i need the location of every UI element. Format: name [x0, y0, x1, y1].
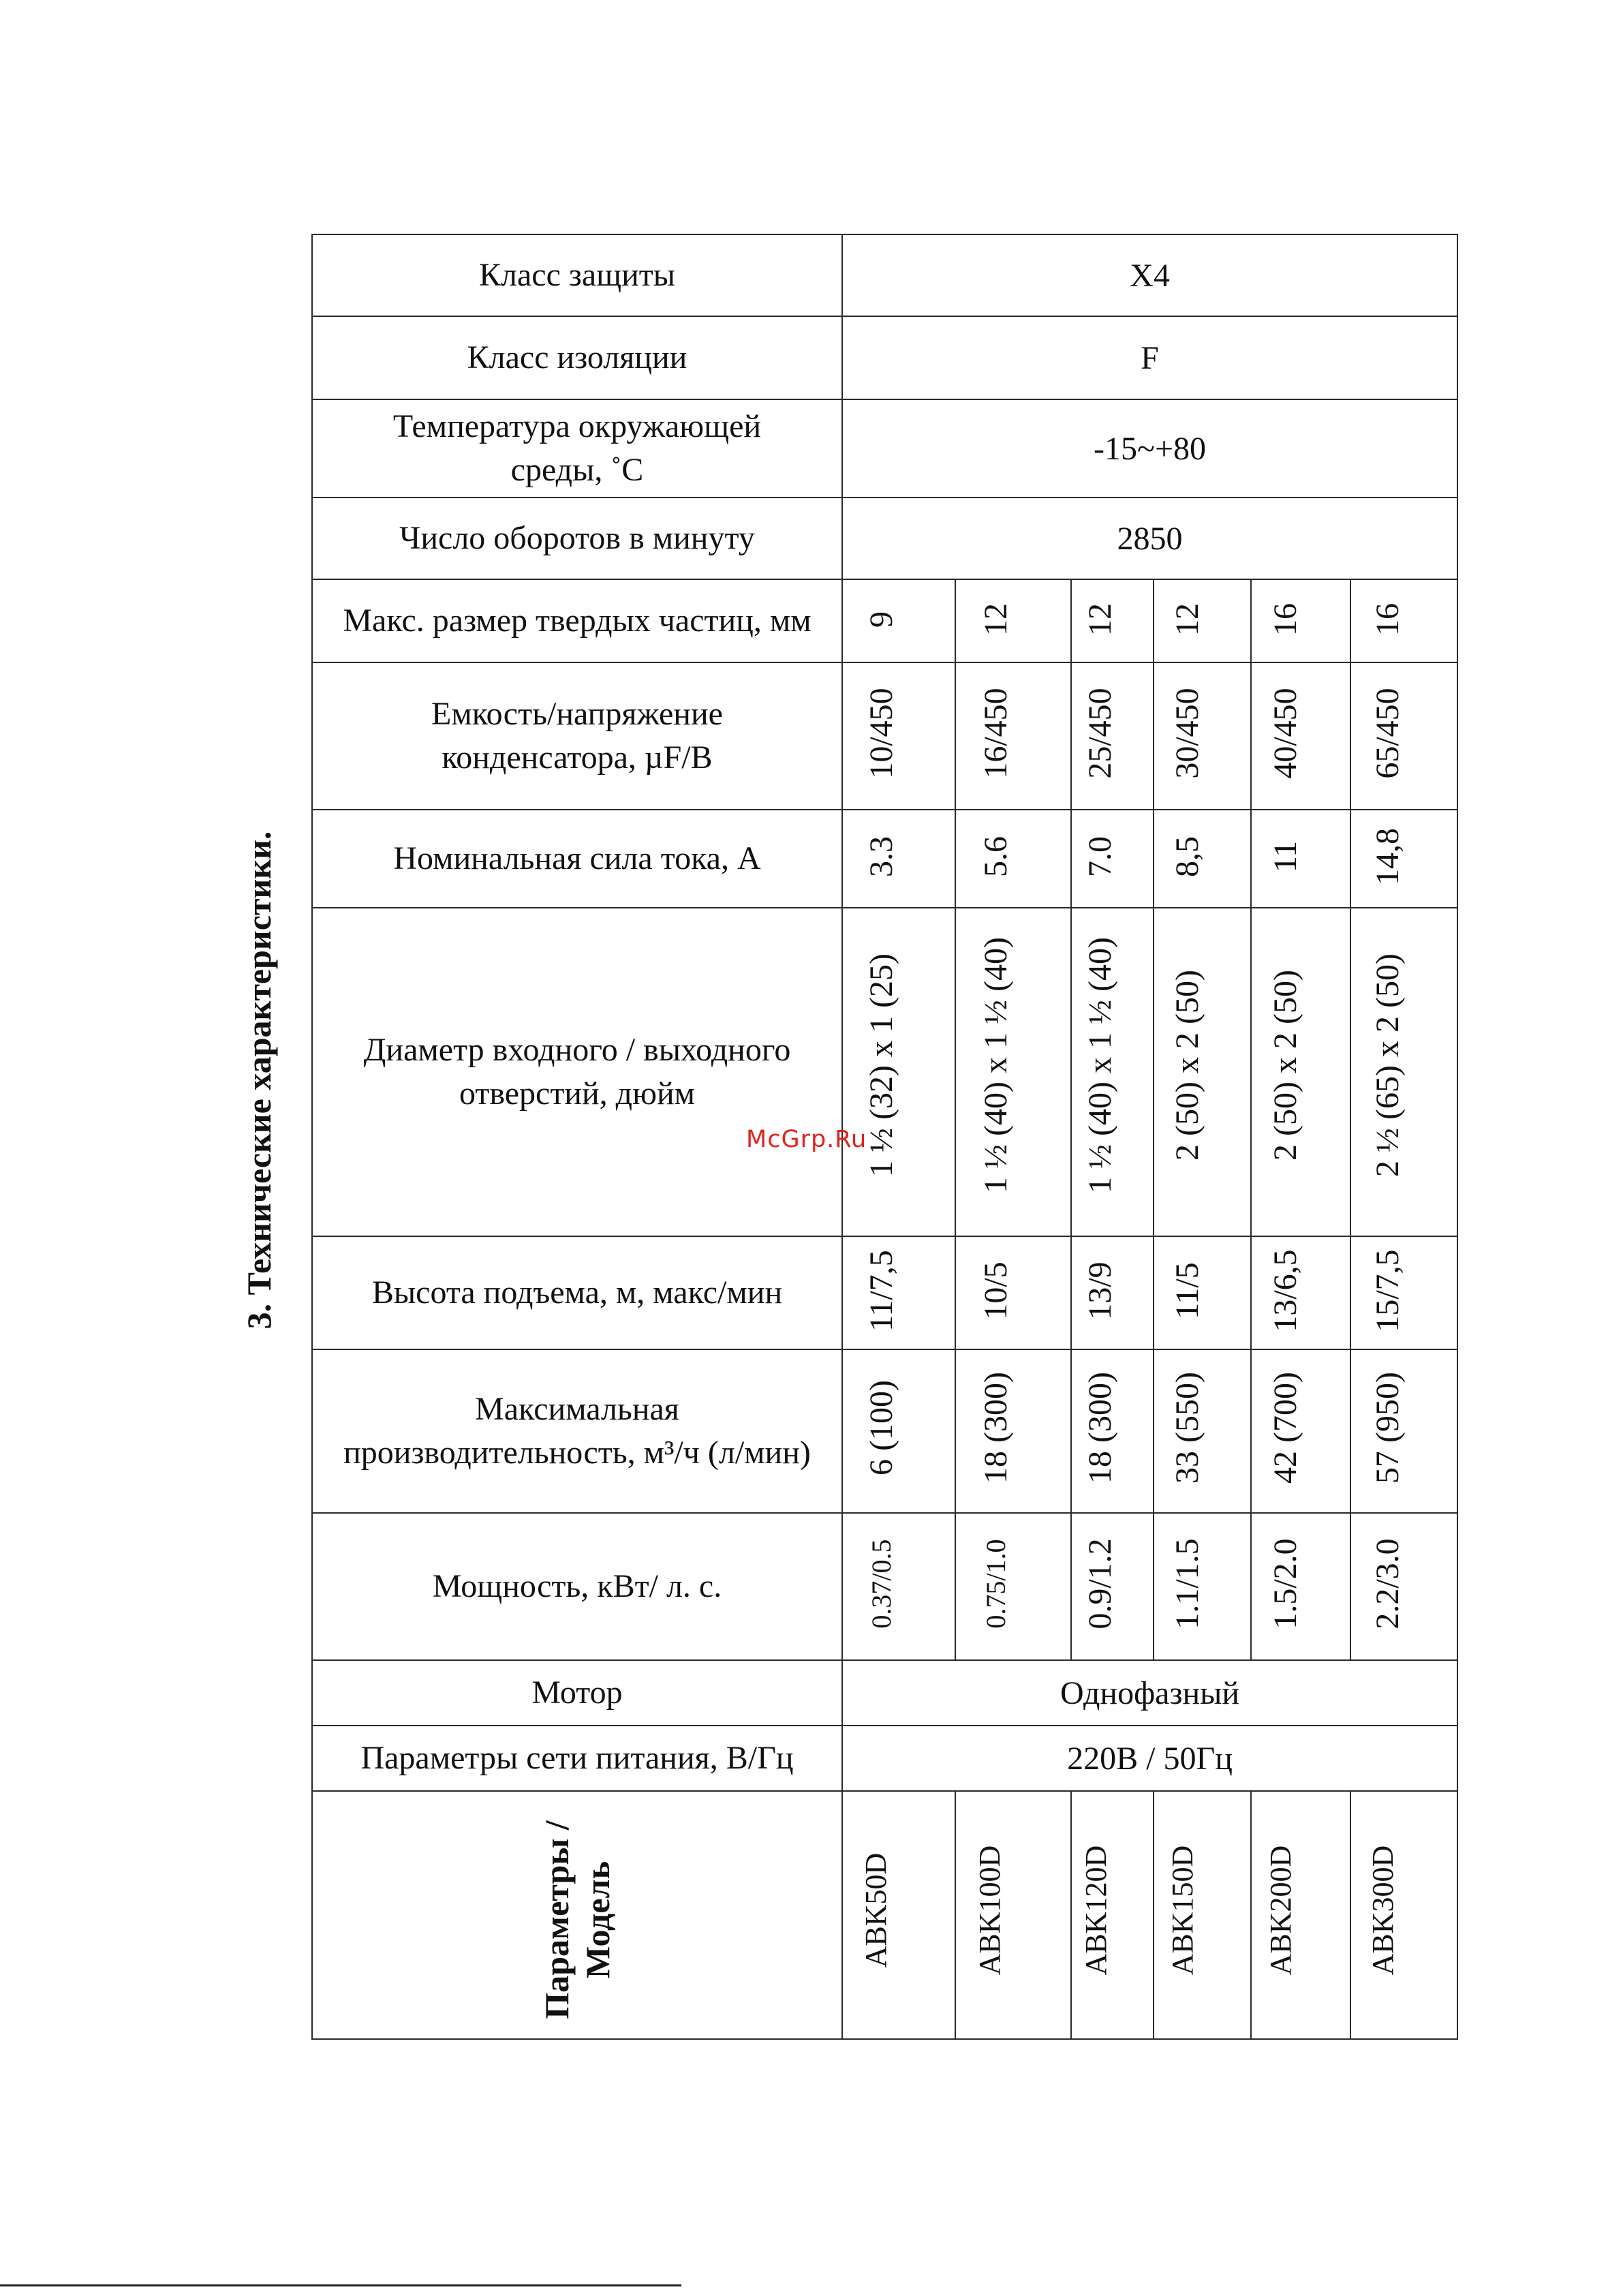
max-particle-value: 9 [863, 611, 900, 628]
power-cell [1350, 1513, 1457, 1660]
current-cell [955, 810, 1071, 908]
lift-height-cell [1154, 1236, 1251, 1349]
lift-height-cell [1350, 1236, 1457, 1349]
motor-value: Однофазный [842, 1660, 1457, 1726]
model-cell [1071, 1791, 1154, 2039]
current-value: 11 [1267, 841, 1304, 873]
diameter-cell [1154, 908, 1251, 1236]
spec-table [311, 234, 1457, 2038]
model-name: ABK200D [1264, 1845, 1298, 1976]
model-cell [1350, 1791, 1457, 2039]
row-protection-class [312, 234, 1457, 316]
current-value: 14,8 [1370, 828, 1406, 886]
current-value: 5.6 [977, 836, 1014, 878]
capacitor-value: 16/450 [977, 688, 1014, 779]
power-value: 0.9/1.2 [1081, 1538, 1118, 1629]
current-cell [1350, 810, 1457, 908]
motor-label: Мотор [312, 1660, 842, 1726]
diameter-cell [1350, 908, 1457, 1236]
model-name: ABK100D [973, 1845, 1007, 1976]
model-header-cell [312, 1791, 842, 2039]
model-header-line2: Модель [578, 1861, 617, 1979]
diameter-cell [1071, 908, 1154, 1236]
model-name: ABK150D [1166, 1845, 1200, 1976]
power-label: Мощность, кВт/ л. с. [312, 1513, 842, 1660]
row-insulation-class [312, 316, 1457, 399]
capacitor-value: 25/450 [1081, 688, 1118, 779]
lift-height-cell [842, 1236, 955, 1349]
lift-height-cell [955, 1236, 1071, 1349]
diameter-value: 2 (50) x 2 (50) [1267, 970, 1304, 1161]
current-value: 3.3 [863, 836, 900, 878]
capacitor-cell [1071, 662, 1154, 810]
lift-height-value: 13/9 [1081, 1261, 1118, 1320]
max-particle-value: 12 [977, 602, 1014, 636]
mains-value: 220В / 50Гц [842, 1726, 1457, 1791]
row-power [312, 1513, 1457, 1660]
protection-class-value: X4 [842, 234, 1457, 316]
lift-height-value: 11/5 [1169, 1261, 1206, 1319]
capacitor-value: 10/450 [863, 688, 900, 779]
capacitor-label-line1: Емкость/напряжение [431, 696, 723, 733]
section-title: 3. Технические характеристики. [240, 831, 278, 1330]
model-cell [955, 1791, 1071, 2039]
mains-label: Параметры сети питания, В/Гц [312, 1726, 842, 1791]
max-flow-value: 18 (300) [977, 1372, 1014, 1484]
ambient-temp-label-line2: среды, ˚С [510, 452, 644, 488]
lift-height-value: 10/5 [977, 1261, 1014, 1320]
lift-height-value: 13/6,5 [1267, 1249, 1304, 1332]
max-flow-label [312, 1349, 842, 1513]
max-particle-cell [1154, 579, 1251, 662]
max-flow-value: 6 (100) [863, 1380, 900, 1476]
current-cell [1251, 810, 1350, 908]
current-value: 8,5 [1169, 836, 1206, 878]
max-flow-label-line2: производительность, м³/ч (л/мин) [343, 1435, 811, 1471]
power-cell [1154, 1513, 1251, 1660]
diameter-cell [1251, 908, 1350, 1236]
diameter-value: 2 (50) x 2 (50) [1169, 970, 1206, 1161]
diameter-value: 2 ½ (65) x 2 (50) [1370, 953, 1406, 1178]
power-value: 0.37/0.5 [866, 1539, 897, 1629]
model-cell [1154, 1791, 1251, 2039]
max-flow-cell [1154, 1349, 1251, 1513]
row-motor [312, 1660, 1457, 1726]
row-max-flow [312, 1349, 1457, 1513]
power-cell [955, 1513, 1071, 1660]
row-model [312, 1791, 1457, 2039]
ambient-temp-label-line1: Температура окружающей [392, 408, 762, 445]
max-flow-cell [1251, 1349, 1350, 1513]
max-flow-cell [1071, 1349, 1154, 1513]
lift-height-label: Высота подъема, м, макс/мин [312, 1236, 842, 1349]
power-cell [1251, 1513, 1350, 1660]
capacitor-cell [1154, 662, 1251, 810]
max-flow-value: 42 (700) [1267, 1372, 1304, 1484]
max-particle-label: Макс. размер твердых частиц, мм [312, 579, 842, 662]
diameter-value: 1 ½ (40) x 1 ½ (40) [977, 937, 1014, 1194]
max-flow-value: 33 (550) [1169, 1372, 1206, 1484]
insulation-class-value: F [842, 316, 1457, 399]
diameter-cell [842, 908, 955, 1236]
power-cell [842, 1513, 955, 1660]
max-flow-cell [842, 1349, 955, 1513]
current-value: 7.0 [1081, 836, 1118, 878]
row-rpm [312, 498, 1457, 579]
model-name: ABK120D [1079, 1845, 1113, 1976]
max-particle-cell [955, 579, 1071, 662]
model-header [536, 1821, 618, 2019]
protection-class-label: Класс защиты [312, 234, 842, 316]
max-flow-cell [955, 1349, 1071, 1513]
capacitor-value: 65/450 [1370, 688, 1406, 779]
footer-rule [0, 2284, 681, 2286]
ambient-temp-label [312, 399, 842, 498]
model-header-line1: Параметры / [538, 1820, 576, 2019]
max-particle-cell [1251, 579, 1350, 662]
max-particle-cell [1350, 579, 1457, 662]
max-particle-cell [842, 579, 955, 662]
insulation-class-label: Класс изоляции [312, 316, 842, 399]
row-diameter [312, 908, 1457, 1236]
lift-height-cell [1251, 1236, 1350, 1349]
max-particle-value: 16 [1267, 602, 1304, 636]
row-current [312, 810, 1457, 908]
power-cell [1071, 1513, 1154, 1660]
capacitor-cell [955, 662, 1071, 810]
model-cell [1251, 1791, 1350, 2039]
model-name: ABK300D [1365, 1845, 1400, 1976]
diameter-cell [955, 908, 1071, 1236]
max-flow-label-line1: Максимальная [475, 1391, 679, 1428]
diameter-value: 1 ½ (32) x 1 (25) [863, 953, 900, 1178]
max-flow-cell [1350, 1349, 1457, 1513]
capacitor-cell [1251, 662, 1350, 810]
max-particle-value: 12 [1081, 602, 1118, 636]
max-particle-value: 16 [1370, 602, 1406, 636]
max-particle-cell [1071, 579, 1154, 662]
power-value: 1.5/2.0 [1267, 1538, 1304, 1629]
diameter-label-line2: отверстий, дюйм [459, 1075, 696, 1112]
capacitor-value: 40/450 [1267, 688, 1304, 779]
lift-height-value: 15/7,5 [1370, 1249, 1406, 1332]
rpm-value: 2850 [842, 498, 1457, 579]
row-mains [312, 1726, 1457, 1791]
power-value: 0.75/1.0 [980, 1539, 1011, 1629]
capacitor-cell [842, 662, 955, 810]
power-value: 1.1/1.5 [1169, 1538, 1206, 1629]
lift-height-cell [1071, 1236, 1154, 1349]
diameter-label-line1: Диаметр входного / выходного [363, 1032, 791, 1069]
current-cell [1154, 810, 1251, 908]
row-lift-height [312, 1236, 1457, 1349]
diameter-value: 1 ½ (40) x 1 ½ (40) [1081, 937, 1118, 1194]
capacitor-cell [1350, 662, 1457, 810]
watermark: McGrp.Ru [746, 1126, 867, 1153]
capacitor-value: 30/450 [1169, 688, 1206, 779]
lift-height-value: 11/7,5 [863, 1249, 900, 1332]
ambient-temp-value: -15~+80 [842, 399, 1457, 498]
max-particle-value: 12 [1169, 602, 1206, 636]
row-capacitor [312, 662, 1457, 810]
current-cell [842, 810, 955, 908]
current-cell [1071, 810, 1154, 908]
current-label: Номинальная сила тока, А [312, 810, 842, 908]
diameter-label [312, 908, 842, 1236]
row-ambient-temp [312, 399, 1457, 498]
capacitor-label [312, 662, 842, 810]
max-flow-value: 57 (950) [1370, 1372, 1406, 1484]
capacitor-label-line2: конденсатора, µF/B [442, 739, 713, 776]
model-name: ABK50D [859, 1852, 893, 1968]
model-cell [842, 1791, 955, 2039]
power-value: 2.2/3.0 [1370, 1538, 1406, 1629]
row-max-particle [312, 579, 1457, 662]
rpm-label: Число оборотов в минуту [312, 498, 842, 579]
max-flow-value: 18 (300) [1081, 1372, 1118, 1484]
